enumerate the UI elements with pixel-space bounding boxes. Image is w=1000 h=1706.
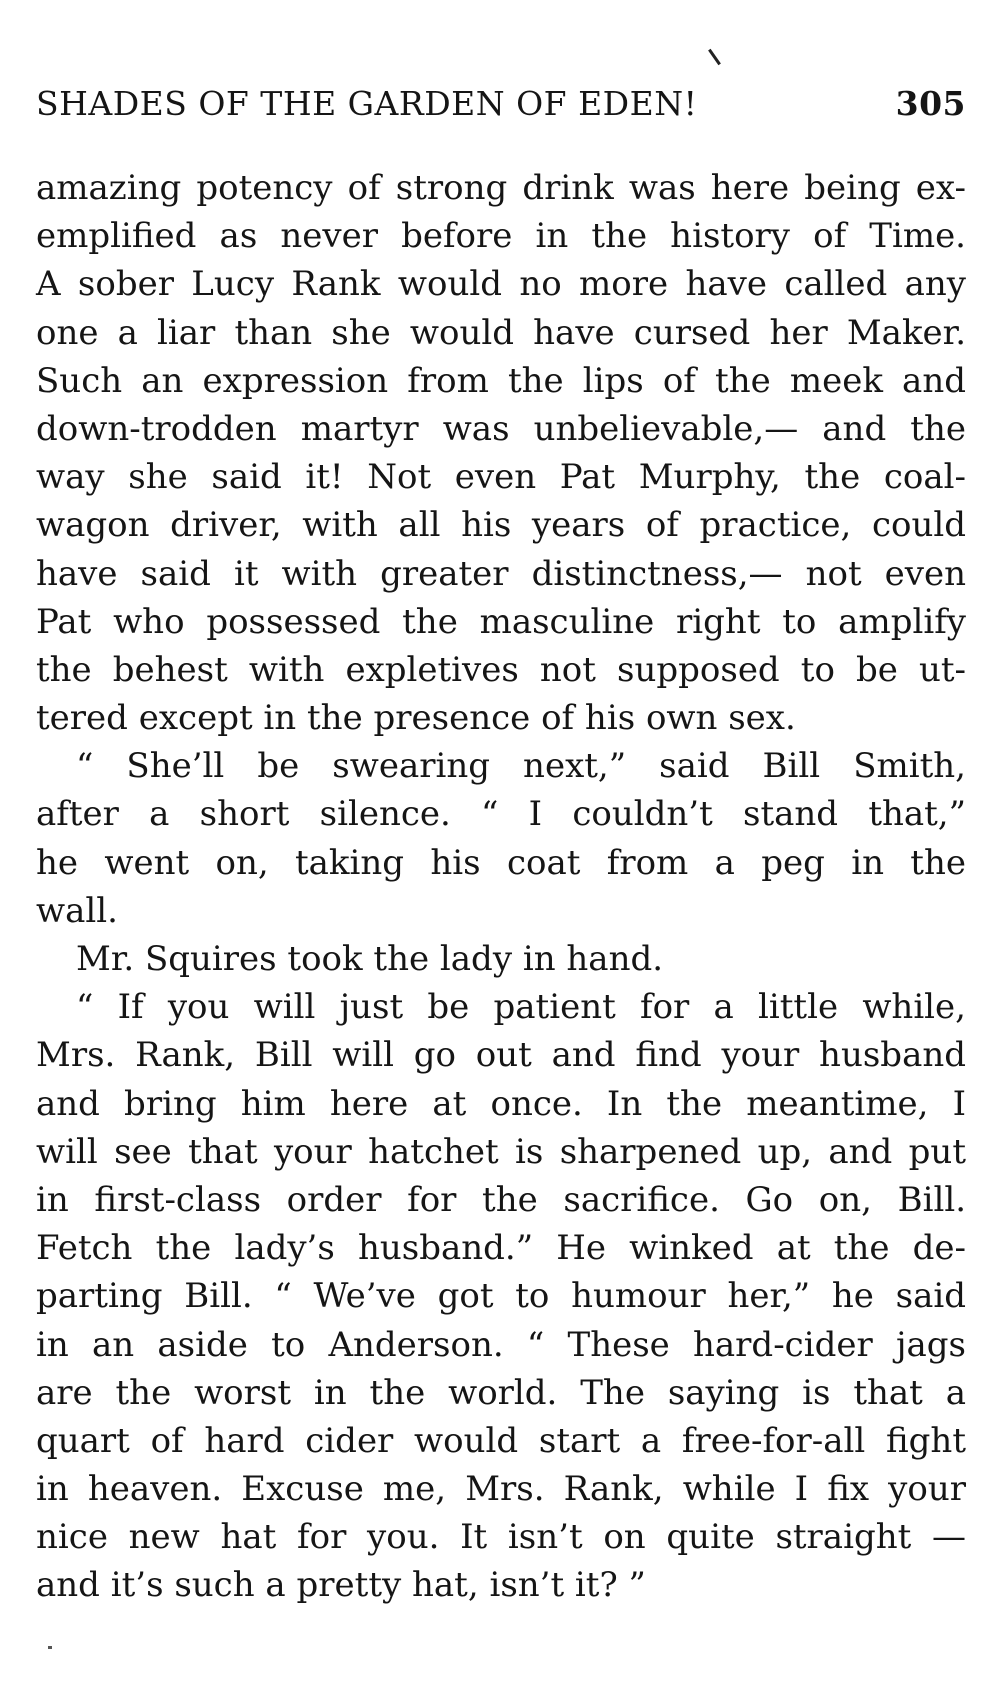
- text-line: and it’s such a pretty hat, isn’t it? ”: [36, 1565, 646, 1606]
- text-line: have said it with greater distinctness,— not even: [36, 553, 966, 594]
- text-line: in an aside to Anderson. “ These hard-cider jags: [36, 1324, 966, 1365]
- text-line: he went on, taking his coat from a peg in the: [36, 842, 966, 883]
- print-speck: [48, 1646, 52, 1649]
- text-line: “ She’ll be swearing next,” said Bill Smith,: [76, 746, 966, 787]
- text-line: parting Bill. “ We’ve got to humour her,” he said: [36, 1276, 966, 1317]
- running-header: [36, 84, 966, 130]
- text-line: are the worst in the world. The saying is that a: [36, 1372, 966, 1413]
- page-number: 305: [895, 84, 966, 123]
- text-line: in heaven. Excuse me, Mrs. Rank, while I fix your: [36, 1469, 966, 1510]
- text-line: “ If you will just be patient for a little while,: [76, 987, 966, 1028]
- text-line: will see that your hatchet is sharpened up, and put: [36, 1131, 966, 1172]
- text-line: tered except in the presence of his own sex.: [36, 698, 796, 739]
- text-line: and bring him here at once. In the meantime, I: [36, 1083, 966, 1124]
- text-line: after a short silence. “ I couldn’t stand that,”: [36, 794, 966, 835]
- text-line: wall.: [36, 890, 118, 931]
- book-page: [36, 0, 966, 1706]
- text-line: A sober Lucy Rank would no more have called any: [36, 264, 966, 305]
- text-line: emplified as never before in the history of Time.: [36, 216, 966, 257]
- print-mark: [708, 49, 721, 65]
- text-line: down-trodden martyr was unbelievable,— and the: [36, 408, 966, 449]
- text-line: in first-class order for the sacrifice. Go on, Bill.: [36, 1179, 966, 1220]
- running-title: SHADES OF THE GARDEN OF EDEN!: [36, 84, 698, 123]
- text-line: quart of hard cider would start a free-for-all fight: [36, 1420, 966, 1461]
- text-line: way she said it! Not even Pat Murphy, the coal-: [36, 457, 966, 498]
- text-line: wagon driver, with all his years of practice, could: [36, 505, 966, 546]
- text-line: Fetch the lady’s husband.” He winked at the de-: [36, 1228, 966, 1269]
- text-line: nice new hat for you. It isn’t on quite straight —: [36, 1517, 966, 1558]
- body-text: [36, 164, 966, 1610]
- text-line: the behest with expletives not supposed to be ut-: [36, 649, 966, 690]
- text-line: one a liar than she would have cursed her Maker.: [36, 312, 966, 353]
- text-line: Mr. Squires took the lady in hand.: [76, 939, 664, 979]
- text-line: Such an expression from the lips of the meek and: [36, 360, 966, 401]
- text-line: Mrs. Rank, Bill will go out and find your husband: [36, 1035, 966, 1076]
- text-line: amazing potency of strong drink was here being ex-: [36, 168, 966, 208]
- text-line: Pat who possessed the masculine right to amplify: [36, 601, 966, 642]
